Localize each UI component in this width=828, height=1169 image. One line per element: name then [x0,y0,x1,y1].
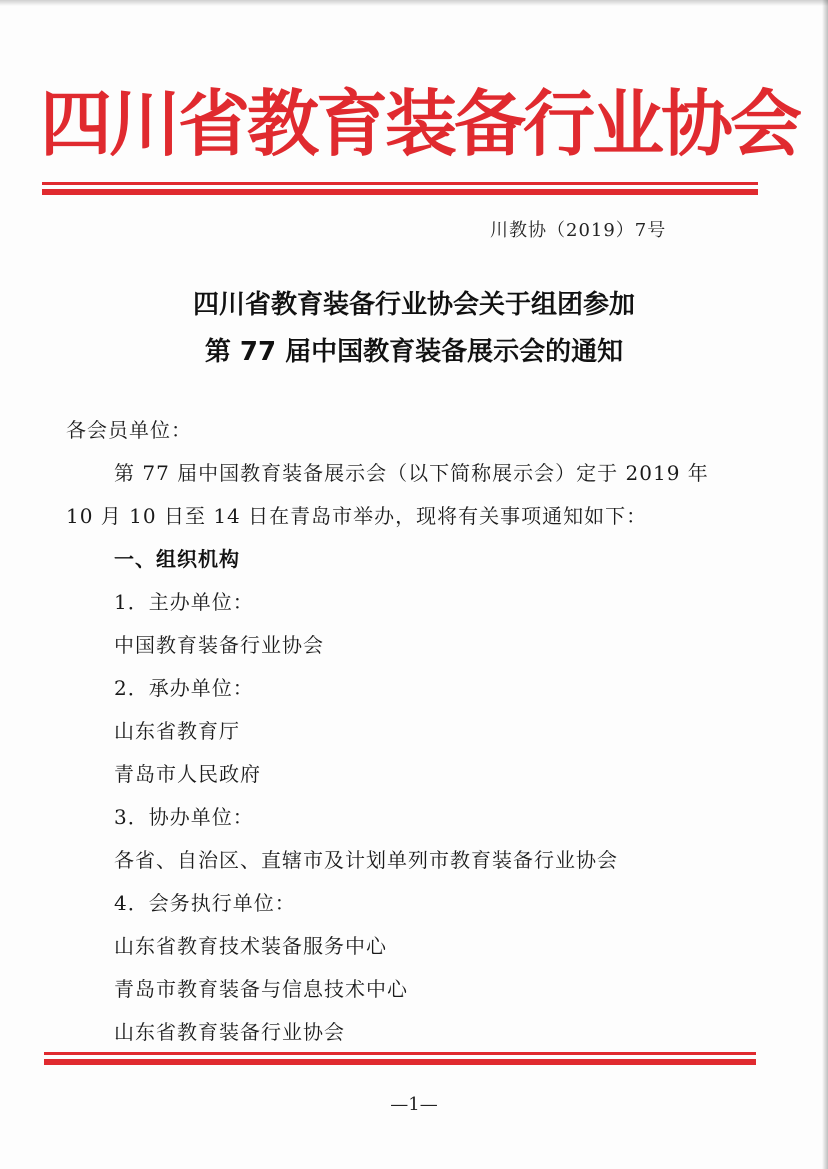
item-coorganizer-label: 3．协办单位： [114,805,254,829]
page-number: —1— [390,1094,438,1115]
scan-right-edge [822,0,828,1169]
letterhead-rule-thick [42,189,758,195]
item-executor-value-2: 青岛市教育装备与信息技术中心 [114,977,408,1001]
footer-rule-thick [44,1059,756,1065]
salutation: 各会员单位： [66,418,192,442]
intro-paragraph-line-1: 第 77 届中国教育装备展示会（以下简称展示会）定于 2019 年 [114,461,709,485]
section-heading-organization: 一、组织机构 [114,547,240,571]
item-organizer-label: 2．承办单位： [114,676,254,700]
item-organizer-value-1: 山东省教育厅 [114,719,240,743]
footer-rule-thin [44,1052,756,1055]
item-host-value: 中国教育装备行业协会 [114,633,324,657]
document-title-line-2: 第 77 届中国教育装备展示会的通知 [204,337,624,367]
item-executor-label: 4．会务执行单位： [114,891,296,915]
item-host-label: 1．主办单位： [114,590,254,614]
item-executor-value-1: 山东省教育技术装备服务中心 [114,934,387,958]
document-title-line-1: 四川省教育装备行业协会关于组团参加 [192,290,635,320]
item-organizer-value-2: 青岛市人民政府 [114,762,261,786]
intro-paragraph-line-2: 10 月 10 日至 14 日在青岛市举办，现将有关事项通知如下： [66,504,648,528]
letterhead-rule-thin [42,182,758,185]
item-executor-value-3: 山东省教育装备行业协会 [114,1020,345,1044]
document-number: 川教协（2019）7号 [490,220,667,241]
scan-top-edge [0,0,828,6]
letterhead-title: 四川省教育装备行业协会 [40,81,800,166]
item-coorganizer-value: 各省、自治区、直辖市及计划单列市教育装备行业协会 [114,848,618,872]
